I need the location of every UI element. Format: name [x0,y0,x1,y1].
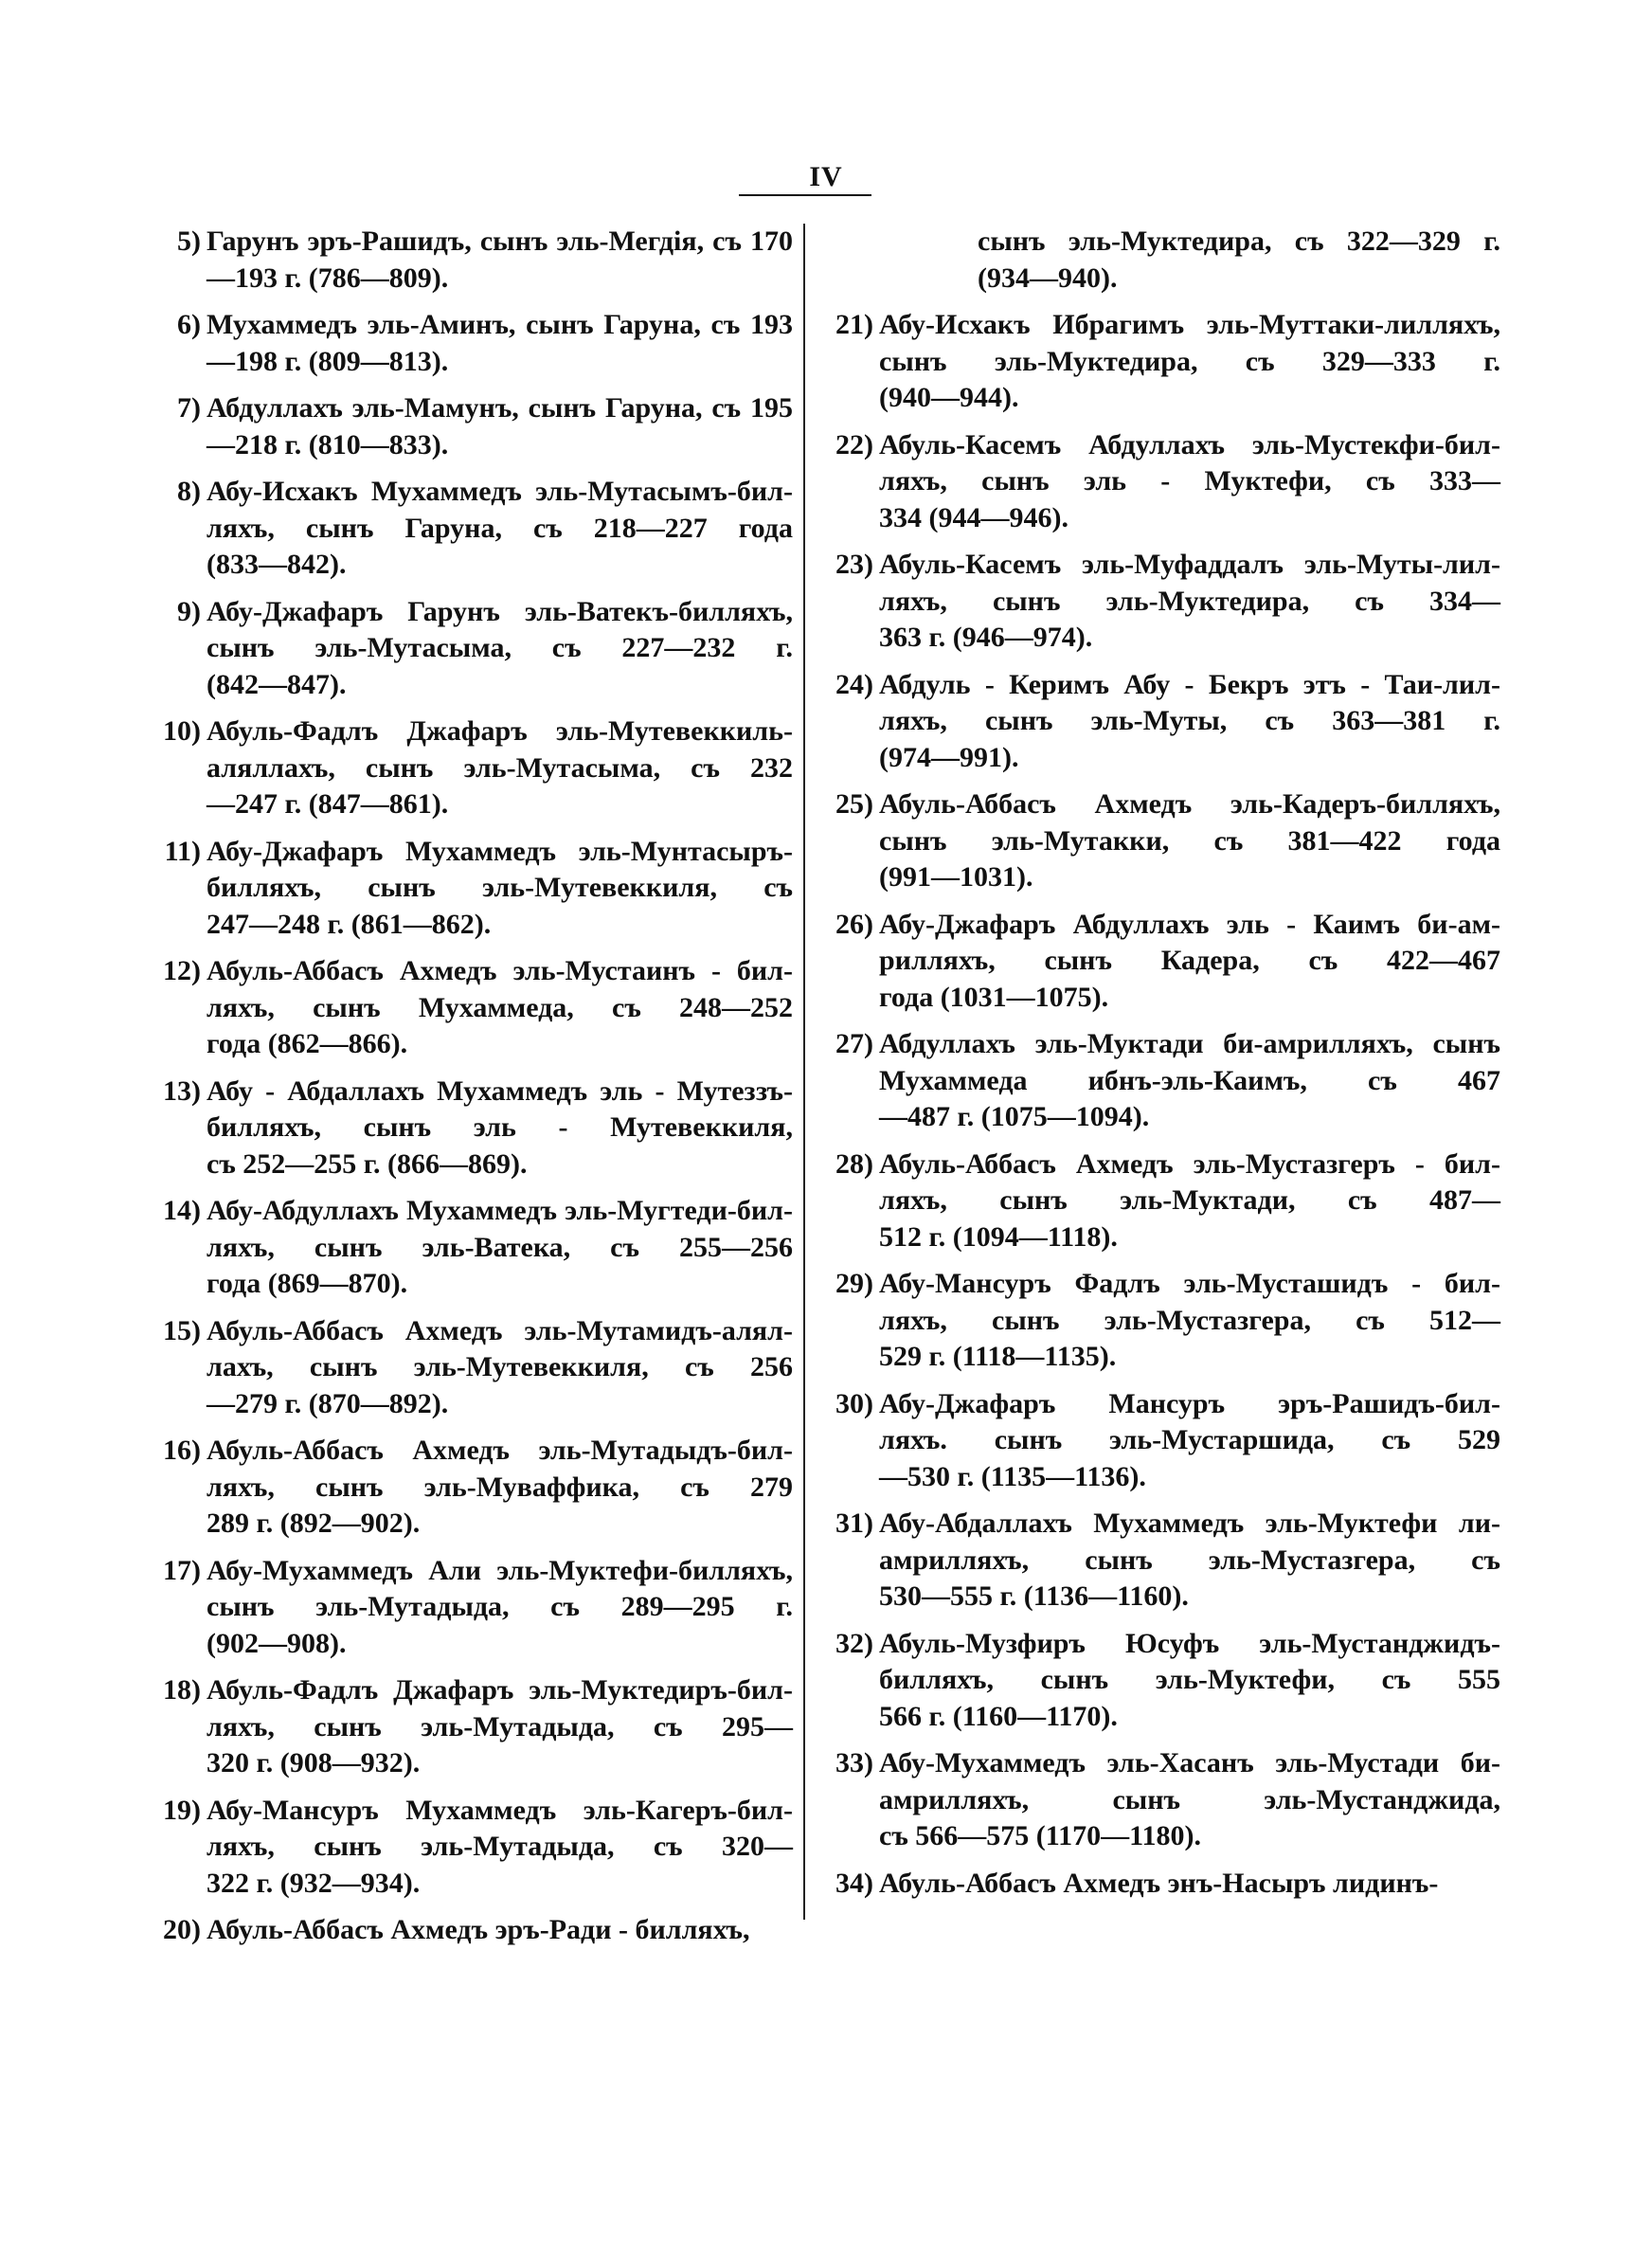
entry-line: 363 г. (946—974). [879,622,1093,653]
entry-line: билляхъ, сынъ эль-Мутевеккиля, съ [206,872,793,903]
entry-line: (842—847). [206,668,347,700]
entry-line: аляллахъ, сынъ эль-Мутасыма, съ 232 [206,751,793,784]
entry-number: 24) [835,668,873,700]
entry-line: Абу-Абдаллахъ Мухаммедъ эль-Муктефи ли- [879,1508,1500,1539]
entry-number: 16) [163,1435,201,1466]
entry-line: ляхъ, сынъ эль-Мутадыда, съ 320— [206,1831,793,1862]
entry-text [879,1506,1500,1616]
entry-line: Абу-Джафаръ Мансуръ эръ-Рашидъ-бил- [879,1387,1500,1419]
caliph-entry [817,1745,1500,1855]
entry-line: Абуль-Аббасъ Ахмедъ энъ-Насыръ лидинъ- [879,1867,1439,1899]
entry-text [879,1745,1500,1855]
caliph-entry [144,390,793,463]
entry-line: ляхъ, сынъ эль-Муктади, съ 487— [879,1184,1500,1216]
entry-line: билляхъ, сынъ эль - Мутевеккиля, [206,1111,793,1143]
entry-line: Абуль-Аббасъ Ахмедъ эль-Кадеръ-билляхъ, [879,788,1500,820]
entry-line: ляхъ, сынъ Гаруна, съ 218—227 года [206,512,793,544]
caliph-entry [144,474,793,584]
entry-number: 9) [177,595,201,627]
entry-line: ляхъ, сынъ эль-Муктедира, съ 334— [879,585,1500,617]
entry-line: Абу-Мухаммедъ Али эль-Муктефи-билляхъ, [206,1554,793,1586]
entry-line: Мухаммеда ибнъ-эль-Каимъ, съ 467 [879,1064,1500,1096]
entry-line: сынъ эль-Муктедира, съ 329—333 г. [879,345,1500,377]
entry-line: Гарунъ эръ-Рашидъ, сынъ эль-Мегдія, съ 170 [206,226,793,257]
entry-line: съ 252—255 г. (866—869). [206,1147,528,1180]
entry-text [206,307,793,380]
entry-line: 289 г. (892—902). [206,1508,421,1539]
entry-line: года (862—866). [206,1028,408,1059]
entry-line: Абуль-Музфиръ Юсуфъ эль-Мустанджидъ- [879,1627,1500,1659]
entry-line: Абуль-Фадлъ Джафаръ эль-Муктедиръ-бил- [206,1674,793,1706]
entry-line: (974—991). [879,741,1019,773]
entry-text [206,1074,793,1183]
caliph-entry [817,307,1500,417]
continuation-line: сынъ эль-Муктедира, съ 322—329 г. [978,226,1500,257]
entry-number: 8) [177,476,201,507]
entry-line: 247—248 г. (861—862). [206,908,492,940]
entry-number: 22) [835,428,873,460]
entry-line: Мухаммедъ эль-Аминъ, сынъ Гаруна, съ 193 [206,309,793,340]
entry-line: Абдуллахъ эль-Муктади би-амрилляхъ, сынъ [879,1028,1500,1059]
entry-text [206,1793,793,1903]
entry-line: ляхъ. сынъ эль-Мустаршида, съ 529 [879,1424,1500,1455]
entry-number: 27) [835,1028,873,1059]
entry-number: 14) [163,1195,201,1226]
entry-line: ляхъ, сынъ эль-Ватека, съ 255—256 [206,1231,793,1263]
page-number: IV [809,161,843,192]
continuation-line: (934—940). [978,262,1118,294]
entry-line: 566 г. (1160—1170). [879,1700,1118,1732]
entry-line: рилляхъ, сынъ Кадера, съ 422—467 [879,945,1500,976]
entry-line: Абуль-Касемъ эль-Муфаддалъ эль-Муты-лил- [879,549,1500,580]
entry-line: ляхъ, сынъ эль - Муктефи, съ 333— [879,465,1500,497]
entry-text [879,667,1500,777]
caliph-entry [144,1912,793,1949]
entry-line: Абдуллахъ эль-Мамунъ, сынъ Гаруна, съ 195 [206,392,793,424]
caliph-entry [817,907,1500,1017]
entry-line: 512 г. (1094—1118). [879,1220,1118,1253]
caliph-entry [144,224,793,297]
entry-number: 23) [835,549,873,580]
entry-line: (940—944). [879,382,1019,413]
right-column [817,224,1500,1912]
entry-number: 17) [163,1554,201,1586]
entry-text [879,547,1500,657]
entry-line: 320 г. (908—932). [206,1747,421,1779]
caliph-entry [817,1386,1500,1496]
entry-line: ляхъ, сынъ эль-Мустазгера, съ 512— [879,1304,1500,1336]
entry-line: Абуль-Аббасъ Ахмедъ эль-Мустаинъ - бил- [206,955,793,986]
entry-line: —198 г. (809—813). [206,345,449,377]
entry-number: 25) [835,788,873,820]
entry-line: съ 566—575 (1170—1180). [879,1820,1201,1851]
entry-line: Абу - Абдаллахъ Мухаммедъ эль - Мутеззъ- [206,1074,793,1107]
entry-number: 34) [835,1867,873,1899]
entry-line: 322 г. (932—934). [206,1867,421,1899]
caliph-entry [144,307,793,380]
entry-line: ляхъ, сынъ эль-Мутадыда, съ 295— [206,1710,793,1742]
entry-line: Абуль-Касемъ Абдуллахъ эль-Мустекфи-бил- [879,428,1500,460]
entry-text [206,474,793,584]
caliph-entry [817,1626,1500,1736]
entry-number: 26) [835,908,873,940]
entry-line: (833—842). [206,549,347,580]
entry-line: —247 г. (847—861). [206,788,449,820]
entry-line: ляхъ, сынъ эль-Муваффика, съ 279 [206,1471,793,1503]
caliph-entry [144,953,793,1063]
entry-line: Абуль-Аббасъ Ахмедъ эль-Мустазгеръ - бил- [879,1147,1500,1180]
entry-line: года (1031—1075). [879,981,1109,1013]
caliph-entry [817,1026,1500,1136]
entry-line: —279 г. (870—892). [206,1387,449,1419]
caliph-entry [144,834,793,944]
entry-line: года (869—870). [206,1268,408,1299]
caliph-entry [817,786,1500,896]
entry-number: 19) [163,1794,201,1826]
entry-number: 5) [177,226,201,257]
entry-text [206,1313,793,1423]
entry-line: (902—908). [206,1627,347,1659]
entry-text [206,713,793,823]
entry-text [879,1026,1500,1136]
entry-number: 11) [164,835,201,867]
entry-text [879,1626,1500,1736]
caliph-entry [144,1672,793,1782]
entry-text [879,1266,1500,1376]
caliph-entry [817,427,1500,537]
entry-text [206,1193,793,1303]
caliph-entry [144,1793,793,1903]
entry-number: 12) [163,955,201,986]
entry-line: Абуль-Аббасъ Ахмедъ эль-Мутамидъ-алял- [206,1314,793,1346]
entry-line: Абу-Мансуръ Мухаммедъ эль-Кагеръ-бил- [206,1794,793,1826]
entry-line: сынъ эль-Мутасыма, съ 227—232 г. [206,632,793,663]
entry-line: билляхъ, сынъ эль-Муктефи, съ 555 [879,1664,1500,1695]
entry-line: амрилляхъ, сынъ эль-Мустазгера, съ [879,1544,1500,1576]
entry-text [206,390,793,463]
entry-number: 21) [835,309,873,340]
caliph-entry [144,713,793,823]
entry-number: 6) [177,309,201,340]
entry-line: Абуль-Аббасъ Ахмедъ эль-Мутадыдъ-бил- [206,1435,793,1466]
entry-line: —487 г. (1075—1094). [879,1101,1150,1132]
entry-line: 529 г. (1118—1135). [879,1341,1117,1372]
entry-text [206,1433,793,1543]
caliph-entry [144,1074,793,1183]
caliph-entry [144,1553,793,1663]
entry-line: Абдуль - Керимъ Абу - Бекръ этъ - Таи-лил- [879,668,1500,700]
entry-text [879,1386,1500,1496]
caliph-entry [817,1266,1500,1376]
entry-line: Абу-Абдуллахъ Мухаммедъ эль-Мугтеди-бил- [206,1195,793,1226]
entry-line: Абу-Исхакъ Мухаммедъ эль-Мутасымъ-бил- [206,476,793,507]
caliph-entry [144,1193,793,1303]
entry-number: 32) [835,1627,873,1659]
entry-text [879,786,1500,896]
continuation-text [817,224,1500,297]
caliph-entry [817,1506,1500,1616]
entry-text [206,1912,793,1949]
entry-line: Абу-Джафаръ Мухаммедъ эль-Мунтасыръ- [206,835,793,867]
entry-number: 33) [835,1747,873,1779]
entry-number: 20) [163,1914,201,1945]
caliph-entry [144,594,793,704]
entry-number: 29) [835,1268,873,1299]
caliph-entry [817,1147,1500,1256]
entry-line: амрилляхъ, сынъ эль-Мустанджида, [879,1783,1500,1815]
entry-number: 10) [163,715,201,747]
entry-number: 18) [163,1674,201,1706]
entry-text [879,907,1500,1017]
entry-text [879,1147,1500,1256]
entry-line: Абуль-Фадлъ Джафаръ эль-Мутевеккиль- [206,715,793,747]
entry-text [206,1672,793,1782]
entry-text [206,224,793,297]
caliph-entry [817,667,1500,777]
caliph-entry [817,1866,1500,1903]
entry-number: 13) [163,1074,201,1107]
entry-line: Абу-Джафаръ Гарунъ эль-Ватекъ-билляхъ, [206,595,793,627]
entry-line: лахъ, сынъ эль-Мутевеккиля, съ 256 [206,1351,793,1382]
entry-number: 31) [835,1508,873,1539]
left-column [144,224,793,1959]
entry-number: 15) [163,1314,201,1346]
entry-text [206,953,793,1063]
entry-line: —218 г. (810—833). [206,428,449,460]
page-number-rule [739,194,871,196]
entry-text [206,1553,793,1663]
entry-line: сынъ эль-Мутакки, съ 381—422 года [879,824,1500,857]
entry-line: 334 (944—946). [879,501,1068,533]
entry-line: —530 г. (1135—1136). [879,1460,1146,1492]
caliph-entry [144,1433,793,1543]
entry-line: Абу-Мансуръ Фадлъ эль-Мусташидъ - бил- [879,1268,1500,1299]
caliph-entry [144,1313,793,1423]
entry-number: 7) [177,392,201,424]
entry-line: —193 г. (786—809). [206,262,449,294]
entry-line: Абу-Исхакъ Ибрагимъ эль-Муттаки-лилляхъ, [879,309,1500,340]
entry-line: Абуль-Аббасъ Ахмедъ эръ-Ради - билляхъ, [206,1914,750,1945]
entry-text [879,307,1500,417]
entry-text [206,834,793,944]
column-divider [803,224,805,1920]
entry-text [879,1866,1500,1903]
entry-line: ляхъ, сынъ эль-Муты, съ 363—381 г. [879,705,1500,736]
caliph-entry [817,547,1500,657]
entry-line: (991—1031). [879,861,1033,893]
entry-text [206,594,793,704]
entry-line: 530—555 г. (1136—1160). [879,1580,1189,1612]
entry-number: 30) [835,1387,873,1419]
entry-line: Абу-Джафаръ Абдуллахъ эль - Каимъ би-ам- [879,908,1500,940]
entry-number: 28) [835,1147,873,1180]
entry-text [879,427,1500,537]
entry-line: ляхъ, сынъ Мухаммеда, съ 248—252 [206,991,793,1023]
entry-line: Абу-Мухаммедъ эль-Хасанъ эль-Мустади би- [879,1747,1500,1779]
entry-line: сынъ эль-Мутадыда, съ 289—295 г. [206,1591,793,1622]
